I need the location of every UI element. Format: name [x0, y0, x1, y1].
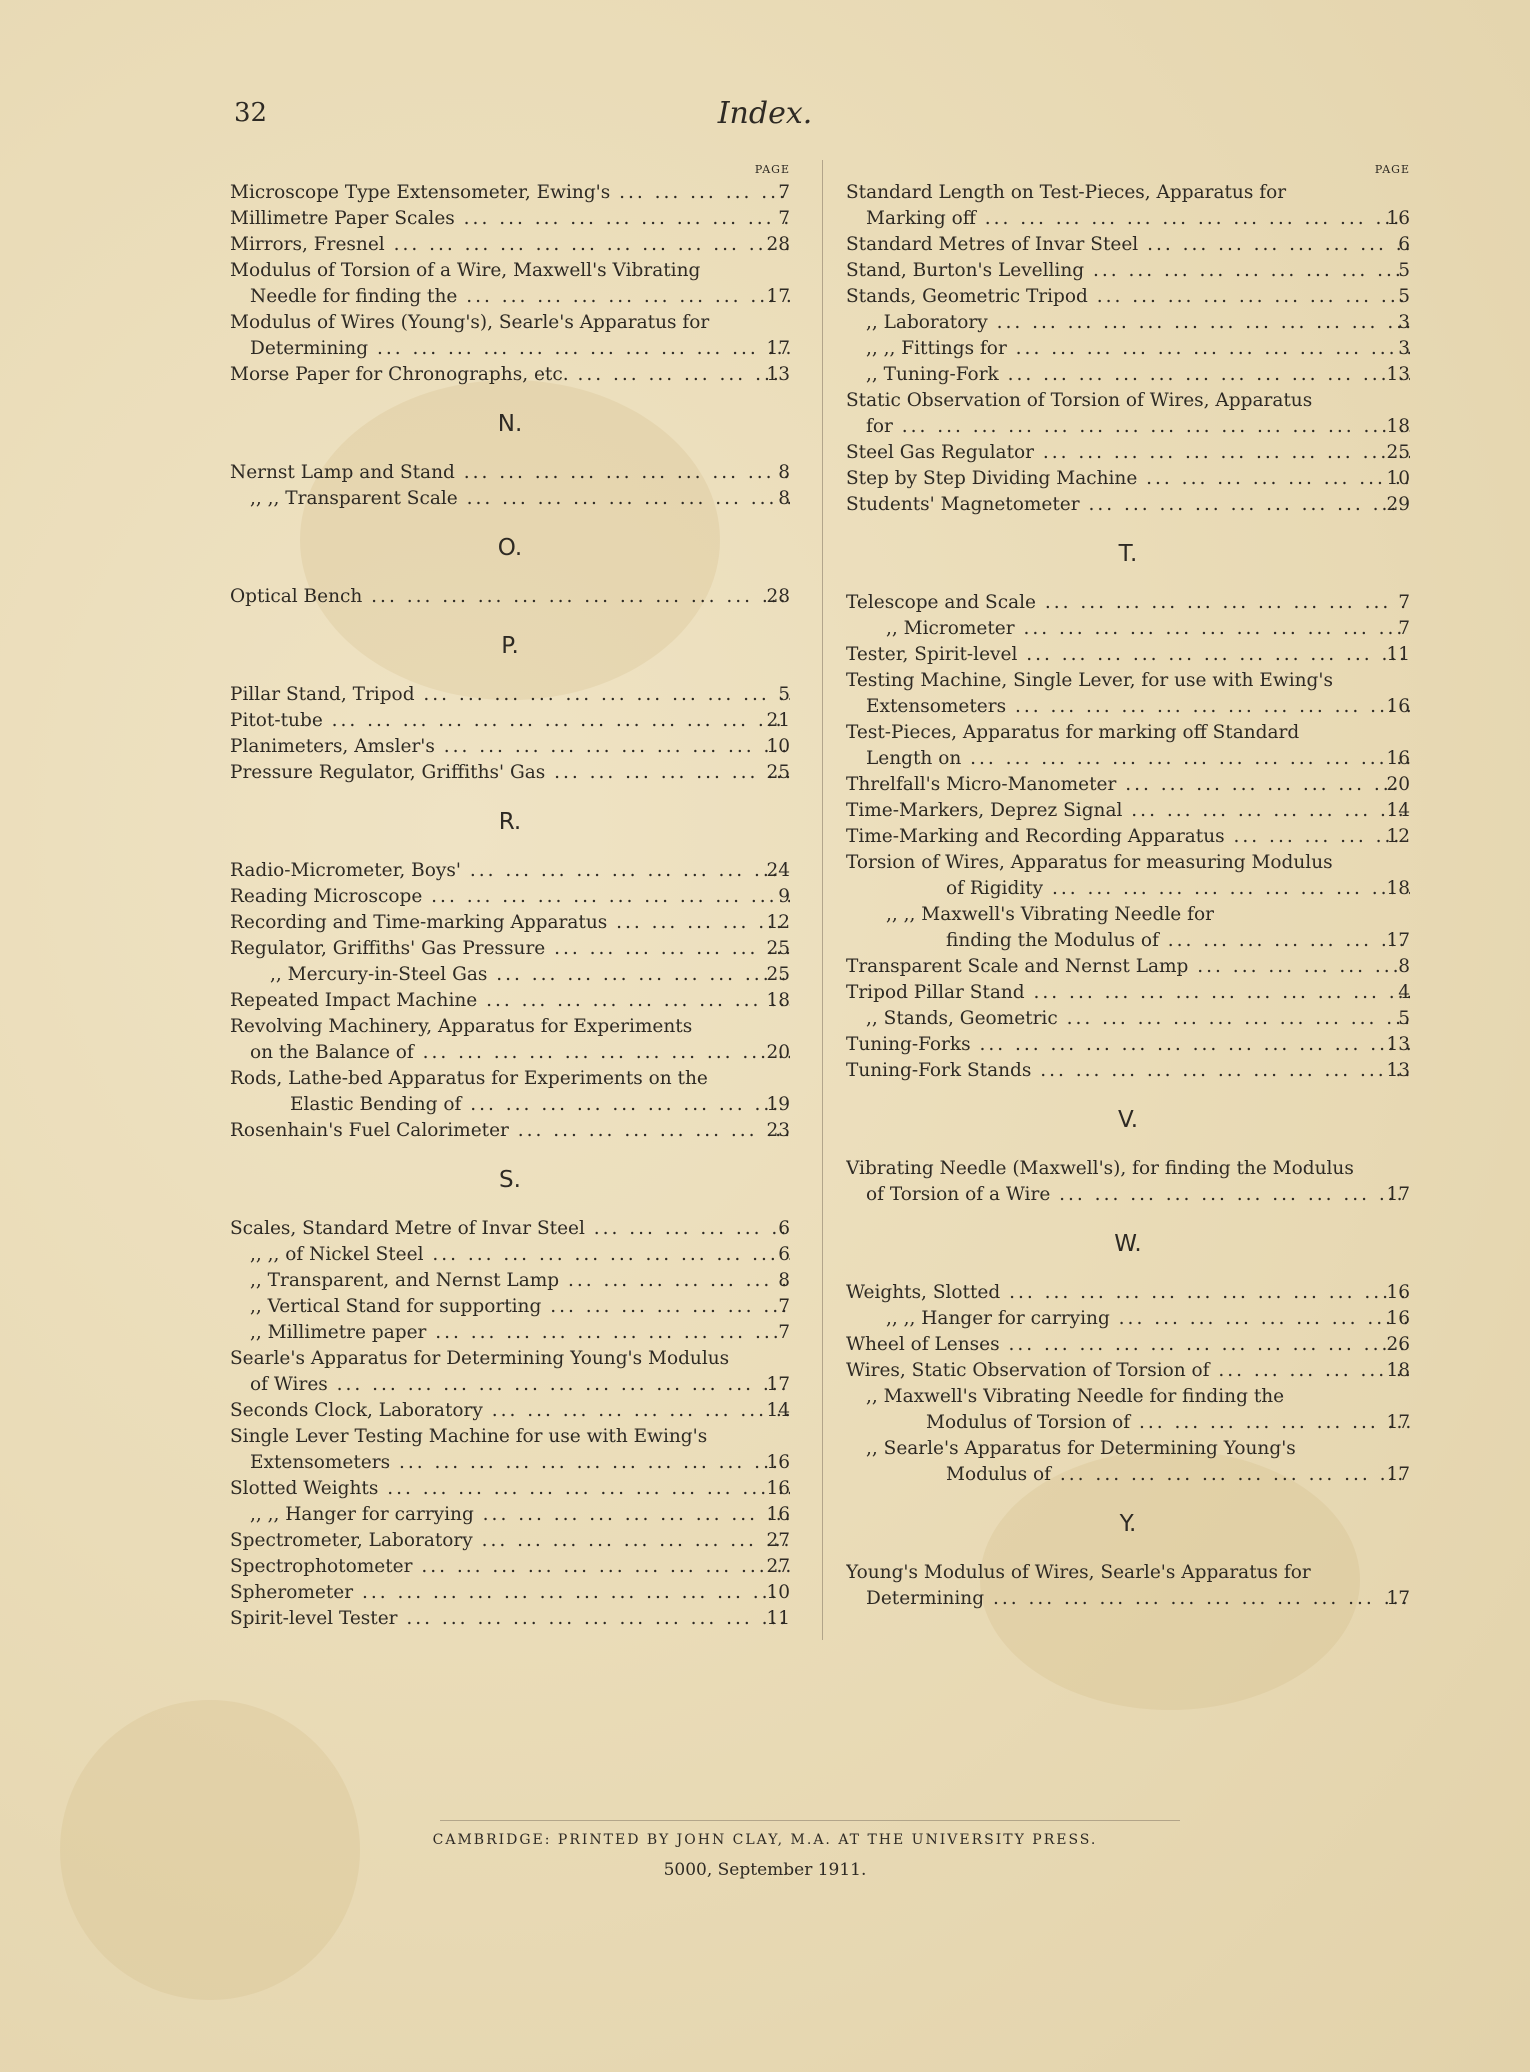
index-entry [230, 760, 790, 786]
index-entry [230, 936, 790, 962]
page-title: Index. [717, 96, 813, 131]
entry-text: Time-Markers, Deprez Signal ... . [846, 798, 1410, 824]
index-entry [846, 1006, 1410, 1032]
entry-text: Students' Magnetometer ... . [846, 492, 1410, 518]
entry-text: Microscope Type Extensometer, Ewing's ... . [230, 180, 790, 206]
index-entry [846, 232, 1410, 258]
index-entry [846, 824, 1410, 850]
entry-page-number: 16 [1386, 1308, 1410, 1329]
entry-page-number: 17 [1386, 1184, 1410, 1205]
entry-page-number: 16 [1386, 696, 1410, 717]
index-entry [846, 590, 1410, 616]
entry-page-number: 14 [766, 1400, 790, 1421]
index-entry [846, 902, 1410, 928]
entry-text: Extensometers ... . [866, 694, 1410, 720]
index-entry [846, 928, 1410, 954]
entry-page-number: 9 [778, 886, 790, 907]
index-entry [846, 1586, 1410, 1612]
entry-text: Testing Machine, Single Lever, for use with Ewing's [846, 670, 1333, 691]
paper-stain [60, 1700, 360, 2000]
entry-text: ,, Laboratory ... . [866, 310, 1410, 336]
entry-text: Standard Metres of Invar Steel ... . [846, 232, 1410, 258]
entry-page-number: 16 [766, 1452, 790, 1473]
entry-text: of Wires ... . [250, 1372, 790, 1398]
entry-text: Threlfall's Micro-Manometer ... . [846, 772, 1410, 798]
entry-text: on the Balance of ... . [250, 1040, 790, 1066]
index-entry [230, 232, 790, 258]
entry-text: Repeated Impact Machine ... . [230, 988, 790, 1014]
entry-text: ,, Tuning-Fork ... . [866, 362, 1410, 388]
entry-text: Wires, Static Observation of Torsion of ... . [846, 1358, 1410, 1384]
entry-page-number: 23 [766, 1120, 790, 1141]
entry-page-number: 7 [1398, 592, 1410, 613]
entry-page-number: 18 [1386, 1360, 1410, 1381]
index-entry [230, 1040, 790, 1066]
entry-page-number: 17 [1386, 1588, 1410, 1609]
entry-page-number: 7 [778, 1296, 790, 1317]
entry-text: Marking off ... . [866, 206, 1410, 232]
entry-page-number: 18 [766, 990, 790, 1011]
printer-imprint: CAMBRIDGE: PRINTED BY JOHN CLAY, M.A. AT THE UNIVERSITY PRESS. [432, 1832, 1098, 1848]
entry-text: finding the Modulus of ... . [946, 928, 1410, 954]
index-entry [846, 720, 1410, 746]
entry-text: Planimeters, Amsler's ... . [230, 734, 790, 760]
entry-text: ,, ,, Hanger for carrying ... . [250, 1502, 790, 1528]
index-entry [230, 1528, 790, 1554]
entry-text: Tuning-Fork Stands ... . [846, 1058, 1410, 1084]
section-letter: R. [498, 809, 522, 835]
entry-page-number: 6 [778, 1218, 790, 1239]
index-entry [230, 1118, 790, 1144]
entry-page-number: 16 [766, 1504, 790, 1525]
entry-text: ,, Transparent, and Nernst Lamp ... . [250, 1268, 790, 1294]
entry-page-number: 11 [1386, 644, 1410, 665]
edition-note: 5000, September 1911. [663, 1860, 867, 1880]
entry-page-number: 25 [766, 964, 790, 985]
index-entry [230, 1268, 790, 1294]
entry-text: Modulus of ... . [946, 1462, 1410, 1488]
entry-page-number: 18 [1386, 416, 1410, 437]
index-entry [230, 988, 790, 1014]
index-entry [846, 850, 1410, 876]
index-entry [846, 1058, 1410, 1084]
entry-text: Modulus of Wires (Young's), Searle's Apparatus for [230, 312, 710, 333]
index-entry [846, 388, 1410, 414]
index-entry [230, 1294, 790, 1320]
entry-text: Pressure Regulator, Griffiths' Gas ... . [230, 760, 790, 786]
entry-text: Radio-Micrometer, Boys' ... . [230, 858, 790, 884]
entry-text: Slotted Weights ... . [230, 1476, 790, 1502]
entry-text: Stand, Burton's Levelling ... . [846, 258, 1410, 284]
entry-text: ,, ,, Fittings for ... . [866, 336, 1410, 362]
index-entry [230, 962, 790, 988]
entry-text: Rosenhain's Fuel Calorimeter ... . [230, 1118, 790, 1144]
index-entry [230, 910, 790, 936]
index-entry [230, 460, 790, 486]
index-entry [230, 682, 790, 708]
entry-text: Tripod Pillar Stand ... . [846, 980, 1410, 1006]
entry-page-number: 16 [1386, 748, 1410, 769]
entry-page-number: 16 [766, 1478, 790, 1499]
entry-text: ,, ,, of Nickel Steel ... . [250, 1242, 790, 1268]
index-column-left [230, 160, 790, 1632]
entry-page-number: 28 [766, 234, 790, 255]
entry-page-number: 10 [766, 1582, 790, 1603]
index-entry [846, 668, 1410, 694]
section-letter: Y. [1119, 1511, 1137, 1537]
entry-text: Wheel of Lenses ... . [846, 1332, 1410, 1358]
index-column-right [846, 160, 1410, 1612]
index-entry [230, 1242, 790, 1268]
index-entry [230, 1066, 790, 1092]
entry-text: Young's Modulus of Wires, Searle's Apparatus for [846, 1562, 1311, 1583]
entry-text: Determining ... . [250, 336, 790, 362]
index-entry [846, 1182, 1410, 1208]
entry-page-number: 20 [766, 1042, 790, 1063]
index-entry [230, 284, 790, 310]
entry-page-number: 25 [766, 762, 790, 783]
index-entry [230, 884, 790, 910]
entry-text: Extensometers ... . [250, 1450, 790, 1476]
index-entry [846, 206, 1410, 232]
entry-page-number: 3 [1398, 312, 1410, 333]
entry-page-number: 16 [1386, 208, 1410, 229]
index-entry [846, 798, 1410, 824]
index-entry [846, 1560, 1410, 1586]
entry-text: Step by Step Dividing Machine ... . [846, 466, 1410, 492]
index-entry [846, 954, 1410, 980]
index-entry [846, 1032, 1410, 1058]
entry-page-number: 10 [766, 736, 790, 757]
entry-page-number: 13 [766, 364, 790, 385]
entry-page-number: 8 [778, 462, 790, 483]
entry-page-number: 12 [1386, 826, 1410, 847]
entry-text: ,, Micrometer ... . [886, 616, 1410, 642]
entry-page-number: 28 [766, 586, 790, 607]
index-entry [230, 258, 790, 284]
section-letter: V. [1117, 1107, 1139, 1133]
entry-text: Spectrometer, Laboratory ... . [230, 1528, 790, 1554]
entry-page-number: 20 [1386, 774, 1410, 795]
entry-text: Millimetre Paper Scales ... . [230, 206, 790, 232]
entry-page-number: 8 [778, 488, 790, 509]
entry-text: Morse Paper for Chronographs, etc. ... . [230, 362, 790, 388]
entry-text: Tester, Spirit-level ... . [846, 642, 1410, 668]
entry-text: Mirrors, Fresnel ... . [230, 232, 790, 258]
entry-page-number: 17 [1386, 1464, 1410, 1485]
entry-page-number: 11 [766, 1608, 790, 1629]
index-entry [230, 1320, 790, 1346]
entry-text: Weights, Slotted ... . [846, 1280, 1410, 1306]
entry-text: Static Observation of Torsion of Wires, Apparatus [846, 390, 1313, 411]
section-letter: N. [497, 411, 523, 437]
index-entry [230, 1346, 790, 1372]
entry-text: Rods, Lathe-bed Apparatus for Experiments on the [230, 1068, 708, 1089]
entry-page-number: 17 [766, 286, 790, 307]
index-entry [846, 362, 1410, 388]
page-column-header: PAGE [754, 163, 790, 176]
entry-page-number: 10 [1386, 468, 1410, 489]
section-letter: W. [1114, 1231, 1142, 1257]
entry-text: ,, Millimetre paper ... . [250, 1320, 790, 1346]
entry-text: for ... . [866, 414, 1410, 440]
index-entry [230, 1216, 790, 1242]
entry-page-number: 7 [1398, 618, 1410, 639]
index-entry [846, 1436, 1410, 1462]
entry-text: Test-Pieces, Apparatus for marking off Standard [846, 722, 1300, 743]
section-letter: P. [501, 633, 519, 659]
index-entry [846, 336, 1410, 362]
entry-page-number: 19 [766, 1094, 790, 1115]
entry-text: Tuning-Forks ... . [846, 1032, 1410, 1058]
entry-text: Modulus of Torsion of ... . [926, 1410, 1410, 1436]
index-entry [230, 206, 790, 232]
entry-text: Scales, Standard Metre of Invar Steel ... . [230, 1216, 790, 1242]
entry-text: Pillar Stand, Tripod ... . [230, 682, 790, 708]
index-entry [846, 440, 1410, 466]
entry-page-number: 5 [1398, 260, 1410, 281]
entry-text: Transparent Scale and Nernst Lamp ... . [846, 954, 1410, 980]
entry-page-number: 5 [1398, 286, 1410, 307]
page-number: 32 [234, 98, 268, 128]
section-letter: S. [499, 1167, 521, 1193]
index-entry [846, 616, 1410, 642]
entry-page-number: 5 [1398, 1008, 1410, 1029]
entry-text: ,, Stands, Geometric ... . [866, 1006, 1410, 1032]
entry-text: ,, Maxwell's Vibrating Needle for finding the [866, 1386, 1285, 1407]
index-entry [846, 772, 1410, 798]
entry-page-number: 27 [766, 1530, 790, 1551]
entry-text: Regulator, Griffiths' Gas Pressure ... . [230, 936, 790, 962]
entry-page-number: 5 [778, 684, 790, 705]
entry-page-number: 6 [1398, 234, 1410, 255]
section-letter: O. [497, 535, 523, 561]
index-entry [230, 1014, 790, 1040]
entry-text: Spirit-level Tester ... . [230, 1606, 790, 1632]
index-entry [230, 1476, 790, 1502]
entry-text: Reading Microscope ... . [230, 884, 790, 910]
index-entry [846, 180, 1410, 206]
entry-page-number: 27 [766, 1556, 790, 1577]
index-entry [230, 858, 790, 884]
index-entry [846, 492, 1410, 518]
index-entry [846, 1358, 1410, 1384]
index-entry [230, 734, 790, 760]
entry-text: Nernst Lamp and Stand ... . [230, 460, 790, 486]
index-entry [846, 876, 1410, 902]
index-entry [846, 642, 1410, 668]
entry-page-number: 17 [766, 1374, 790, 1395]
column-divider [822, 160, 823, 1640]
entry-text: ,, ,, Transparent Scale ... . [250, 486, 790, 512]
entry-text: of Torsion of a Wire ... . [866, 1182, 1410, 1208]
entry-page-number: 13 [1386, 1034, 1410, 1055]
index-entry [230, 1372, 790, 1398]
entry-page-number: 25 [1386, 442, 1410, 463]
entry-text: Length on ... . [866, 746, 1410, 772]
entry-text: Spectrophotometer ... . [230, 1554, 790, 1580]
entry-page-number: 26 [1386, 1334, 1410, 1355]
index-entry [230, 1606, 790, 1632]
entry-text: Standard Length on Test-Pieces, Apparatus for [846, 182, 1287, 203]
entry-text: Spherometer ... . [230, 1580, 790, 1606]
index-entry [846, 1332, 1410, 1358]
index-entry [846, 258, 1410, 284]
index-entry [230, 1092, 790, 1118]
entry-page-number: 4 [1398, 982, 1410, 1003]
entry-page-number: 8 [1398, 956, 1410, 977]
index-entry [846, 414, 1410, 440]
entry-page-number: 8 [778, 1270, 790, 1291]
index-entry [846, 1280, 1410, 1306]
entry-page-number: 7 [778, 182, 790, 203]
index-entry [230, 310, 790, 336]
entry-text: Vibrating Needle (Maxwell's), for finding the Modulus [846, 1158, 1354, 1179]
entry-page-number: 7 [778, 1322, 790, 1343]
index-entry [846, 1156, 1410, 1182]
index-entry [846, 980, 1410, 1006]
entry-page-number: 17 [766, 338, 790, 359]
entry-page-number: 13 [1386, 1060, 1410, 1081]
index-entry [230, 336, 790, 362]
entry-text: Recording and Time-marking Apparatus ... . [230, 910, 790, 936]
entry-text: ,, Searle's Apparatus for Determining Young's [866, 1438, 1296, 1459]
entry-text: Torsion of Wires, Apparatus for measuring Modulus [846, 852, 1333, 873]
entry-text: Steel Gas Regulator ... . [846, 440, 1410, 466]
index-entry [230, 486, 790, 512]
index-entry [846, 466, 1410, 492]
index-entry [846, 746, 1410, 772]
entry-text: ,, ,, Hanger for carrying ... . [886, 1306, 1410, 1332]
entry-page-number: 17 [1386, 1412, 1410, 1433]
index-entry [846, 1462, 1410, 1488]
index-entry [846, 1410, 1410, 1436]
entry-page-number: 7 [778, 208, 790, 229]
entry-text: Optical Bench ... . [230, 584, 790, 610]
page-column-header: PAGE [1374, 163, 1410, 176]
entry-text: Single Lever Testing Machine for use with Ewing's [230, 1426, 708, 1447]
entry-page-number: 3 [1398, 338, 1410, 359]
index-entry [230, 180, 790, 206]
entry-text: Searle's Apparatus for Determining Young's Modulus [230, 1348, 730, 1369]
entry-page-number: 6 [778, 1244, 790, 1265]
entry-text: Stands, Geometric Tripod ... . [846, 284, 1410, 310]
entry-page-number: 18 [1386, 878, 1410, 899]
index-entry [846, 1306, 1410, 1332]
index-entry [230, 1502, 790, 1528]
index-entry [230, 362, 790, 388]
entry-text: Telescope and Scale ... . [846, 590, 1410, 616]
index-entry [230, 1398, 790, 1424]
entry-text: Elastic Bending of ... . [290, 1092, 790, 1118]
entry-page-number: 17 [1386, 930, 1410, 951]
index-entry [846, 284, 1410, 310]
entry-text: ,, Vertical Stand for supporting ... . [250, 1294, 790, 1320]
entry-page-number: 24 [766, 860, 790, 881]
index-entry [846, 694, 1410, 720]
entry-text: ,, ,, Maxwell's Vibrating Needle for [886, 904, 1214, 925]
entry-text: Revolving Machinery, Apparatus for Experiments [230, 1016, 693, 1037]
index-entry [230, 1554, 790, 1580]
index-entry [230, 708, 790, 734]
entry-page-number: 13 [1386, 364, 1410, 385]
entry-text: Needle for finding the ... . [250, 284, 790, 310]
entry-text: of Rigidity ... . [946, 876, 1410, 902]
index-entry [846, 310, 1410, 336]
entry-text: Determining ... . [866, 1586, 1410, 1612]
index-entry [230, 1424, 790, 1450]
index-entry [230, 1450, 790, 1476]
entry-text: Pitot-tube ... . [230, 708, 790, 734]
entry-page-number: 29 [1386, 494, 1410, 515]
entry-page-number: 21 [766, 710, 790, 731]
entry-text: Seconds Clock, Laboratory ... . [230, 1398, 790, 1424]
entry-text: Modulus of Torsion of a Wire, Maxwell's Vibrating [230, 260, 701, 281]
entry-page-number: 25 [766, 938, 790, 959]
footer-rule [440, 1820, 1180, 1821]
index-entry [230, 1580, 790, 1606]
section-letter: T. [1118, 541, 1138, 567]
entry-page-number: 14 [1386, 800, 1410, 821]
index-entry [846, 1384, 1410, 1410]
index-entry [230, 584, 790, 610]
entry-page-number: 16 [1386, 1282, 1410, 1303]
entry-text: Time-Marking and Recording Apparatus ... . [846, 824, 1410, 850]
entry-text: ,, Mercury-in-Steel Gas ... . [270, 962, 790, 988]
entry-page-number: 12 [766, 912, 790, 933]
